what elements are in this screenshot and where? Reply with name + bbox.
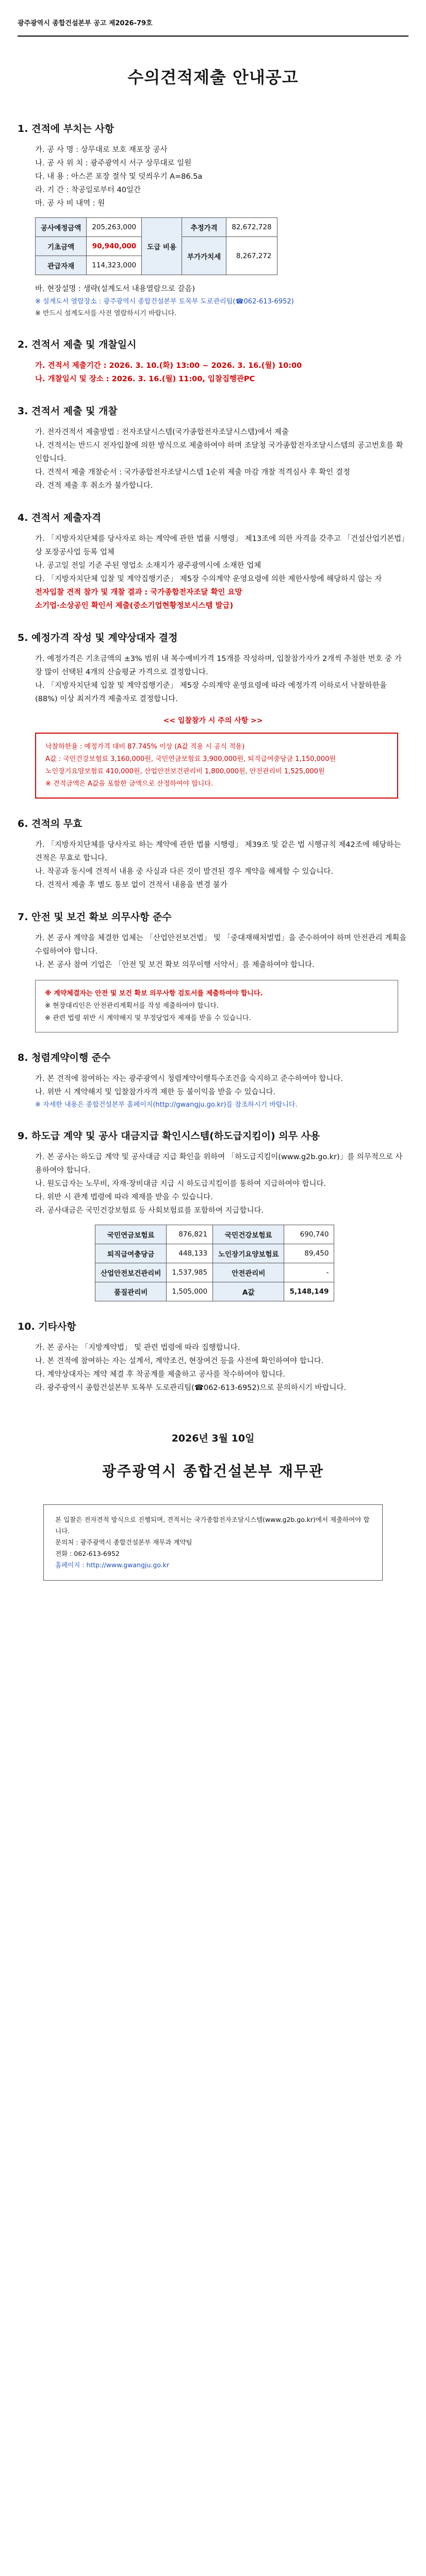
base-value: 90,940,000 xyxy=(87,237,142,256)
s6-line: 나. 착공과 동시에 견적서 내용 중 사실과 다른 것이 발견된 경우 계약을 해제할 수 있습니다. xyxy=(35,868,333,876)
section-8-heading: 8. 청렴계약이행 준수 xyxy=(18,1052,111,1063)
footer-line: 문의처 : 광주광역시 종합건설본부 재무과 계약팀 xyxy=(55,1538,192,1546)
s8-line: 나. 위반 시 계약해지 및 입찰참가자격 제한 등 불이익을 받을 수 있습니다. xyxy=(35,1088,276,1096)
ins-label: 안전관리비 xyxy=(213,1263,284,1282)
ins-value: - xyxy=(284,1263,334,1282)
s1-note: ※ 반드시 설계도서를 사전 열람하시기 바랍니다. xyxy=(35,310,177,317)
caution-box xyxy=(35,733,398,799)
ins-label: 산업안전보건관리비 xyxy=(95,1263,167,1282)
ins-value: 876,821 xyxy=(167,1225,213,1244)
insurance-table xyxy=(95,1225,334,1301)
ins-value: 1,505,000 xyxy=(167,1282,213,1301)
s1-item: 가. 공 사 명 : 상무대로 보호 재포장 공사 xyxy=(35,146,168,154)
s1-note: 바. 현장설명 : 생략(설계도서 내용열람으로 갈음) xyxy=(35,285,195,293)
s9-line: 라. 공사대금은 국민건강보험료 등 사회보험료를 포함하여 지급합니다. xyxy=(35,1207,264,1215)
s6-line: 다. 견적서 제출 후 별도 통보 없이 견적서 내용을 변경 불가 xyxy=(35,881,227,889)
ins-label: 노인장기요양보험료 xyxy=(213,1244,284,1263)
section-4-heading: 4. 견적서 제출자격 xyxy=(18,512,102,523)
s7-line: 가. 본 공사 계약을 체결한 업체는 「산업안전보건법」 및 「중대재해처벌법」을 준수하여야 하며 안전관리 계획을 수립하여야 합니다. xyxy=(35,934,407,956)
s1-item: 다. 내 용 : 아스콘 포장 절삭 및 덧씌우기 A=86.5a xyxy=(35,173,203,181)
s3-line: 다. 견적서 제출 개찰순서 : 국가종합전자조달시스템 1순위 제출 마감 개찰 적격심사 후 확인 결정 xyxy=(35,468,350,477)
estimate-value: 82,672,728 xyxy=(226,218,277,237)
base-label: 기초금액 xyxy=(36,237,87,256)
s1-item: 나. 공 사 위 치 : 광주광역시 서구 상무대로 일원 xyxy=(35,159,192,167)
s9-line: 다. 위반 시 관계 법령에 따라 제재를 받을 수 있습니다. xyxy=(35,1193,213,1201)
issuing-organization: 광주광역시 종합건설본부 재무관 xyxy=(102,1463,324,1480)
notice-date: 2026년 3월 10일 xyxy=(171,1433,255,1444)
material-label: 관급자재 xyxy=(36,256,87,275)
notice-number: 광주광역시 종합건설본부 공고 제2026-79호 xyxy=(18,18,408,37)
caution-line: ※ 견적금액은 A값을 포함한 금액으로 산정하여야 합니다. xyxy=(45,780,213,788)
s2-line: 나. 개찰일시 및 장소 : 2026. 3. 16.(월) 11:00, 입찰집행관PC xyxy=(35,375,255,383)
footer-line: 본 입찰은 전자견적 방식으로 진행되며, 견적서는 국가종합전자조달시스템(www.g2b.go.kr)에서 제출하여야 합니다. xyxy=(55,1516,370,1535)
s1-note: ※ 설계도서 열람장소 : 광주광역시 종합건설본부 토목부 도로관리팀(☎062-613-6952) xyxy=(35,298,294,306)
cost-table xyxy=(35,217,277,275)
s4-line: 가. 「지방자치단체를 당사자로 하는 계약에 관한 법률 시행령」 제13조에 의한 자격을 갖추고 「건설산업기본법」상 포장공사업 등록 업체 xyxy=(35,535,405,556)
a-value: 5,148,149 xyxy=(284,1282,334,1301)
safety-line: ※ 관련 법령 위반 시 계약해지 및 부정당업자 제재를 받을 수 있습니다. xyxy=(45,1014,251,1022)
s9-line: 나. 원도급자는 노무비, 자재·장비대금 지급 시 하도급지킴이를 통하여 지급하여야 합니다. xyxy=(35,1180,326,1188)
s10-line: 라. 광주광역시 종합건설본부 토목부 도로관리팀(☎062-613-6952)으로 문의하시기 바랍니다. xyxy=(35,1384,347,1392)
ins-value: 89,450 xyxy=(284,1244,334,1263)
s5-line: 나. 「지방자치단체 입찰 및 계약집행기준」 제5장 수의계약 운영요령에 따라 예정가격 이하로서 낙찰하한율(88%) 이상 최저가격 제출자로 결정합니다. xyxy=(35,682,387,703)
section-1-heading: 1. 견적에 부치는 사항 xyxy=(18,123,114,134)
ins-value: 690,740 xyxy=(284,1225,334,1244)
s1-item: 라. 기 간 : 착공일로부터 40일간 xyxy=(35,186,141,194)
caution-line: 노인장기요양보험료 410,000원, 산업안전보건관리비 1,800,000원, 안전관리비 1,525,000원 xyxy=(45,768,325,775)
ins-value: 448,133 xyxy=(167,1244,213,1263)
s2-line: 가. 견적서 제출기간 : 2026. 3. 10.(화) 13:00 ~ 2026. 3. 16.(월) 10:00 xyxy=(35,362,302,370)
s7-line: 나. 본 공사 참여 기업은 「안전 및 보건 확보 의무이행 서약서」를 제출하여야 합니다. xyxy=(35,961,315,969)
s5-line: 가. 예정가격은 기초금액의 ±3% 범위 내 복수예비가격 15개를 작성하며, 입찰참가자가 2개씩 추첨한 번호 중 가장 많이 선택된 4개의 산술평균 가격으로 결정합니다. xyxy=(35,655,402,676)
ins-label: 품질관리비 xyxy=(95,1282,167,1301)
safety-line: ※ 계약체결자는 안전 및 보건 확보 의무사항 검토서를 제출하여야 합니다. xyxy=(45,990,263,997)
ins-label: 국민건강보험료 xyxy=(213,1225,284,1244)
s10-line: 가. 본 공사는 「지방계약법」 및 관련 법령에 따라 집행합니다. xyxy=(35,1344,240,1352)
cost-label: 공사예정금액 xyxy=(36,218,87,237)
s3-line: 라. 견적 제출 후 취소가 불가합니다. xyxy=(35,482,153,490)
s4-red-line: 소기업·소상공인 확인서 제출(중소기업현황정보시스템 발급) xyxy=(35,602,234,610)
material-value: 114,323,000 xyxy=(87,256,142,275)
s6-line: 가. 「지방자치단체를 당사자로 하는 계약에 관한 법률 시행령」 제39조 및 같은 법 시행규칙 제42조에 해당하는 견적은 무효로 합니다. xyxy=(35,841,401,862)
safety-line: ※ 현장대리인은 안전관리계획서를 작성 제출하여야 합니다. xyxy=(45,1002,219,1010)
section-9-heading: 9. 하도급 계약 및 공사 대금지급 확인시스템(하도급지킴이) 의무 사용 xyxy=(18,1130,320,1142)
split-label: 도급 비용 xyxy=(142,218,182,275)
s10-line: 나. 본 견적에 참여하는 자는 설계서, 계약조건, 현장여건 등을 사전에 확인하여야 합니다. xyxy=(35,1357,324,1365)
footer-box xyxy=(43,1504,383,1581)
section-2-heading: 2. 견적서 제출 및 개찰일시 xyxy=(18,339,137,350)
s3-line: 나. 견적서는 반드시 전자입찰에 의한 방식으로 제출하여야 하며 조달청 국가종합전자조달시스템의 공고번호를 확인합니다. xyxy=(35,442,403,463)
caution-line: 낙찰하한율 : 예정가격 대비 87.745% 이상 (A값 적용 시 공식 적용) xyxy=(45,743,245,751)
safety-box xyxy=(35,980,398,1032)
s3-line: 가. 전자견적서 제출방법 : 전자조달시스템(국가종합전자조달시스템)에서 제출 xyxy=(35,428,289,436)
ins-label: 퇴직급여충당금 xyxy=(95,1244,167,1263)
section-5-heading: 5. 예정가격 작성 및 계약상대자 결정 xyxy=(18,632,178,643)
section-3-heading: 3. 견적서 제출 및 개찰 xyxy=(18,405,118,417)
s1-item: 마. 공 사 비 내역 : 원 xyxy=(35,199,105,208)
vat-value: 8,267,272 xyxy=(226,237,277,275)
s8-line: 가. 본 견적에 참여하는 자는 광주광역시 청렴계약이행특수조건을 숙지하고 준수하여야 합니다. xyxy=(35,1075,343,1083)
s4-line: 다. 「지방자치단체 입찰 및 계약집행기준」 제5장 수의계약 운영요령에 의한 제한사항에 해당하지 않는 자 xyxy=(35,575,382,583)
caution-heading: << 입찰참가 시 주의 사항 >> xyxy=(163,717,263,725)
page-title: 수의견적제출 안내공고 xyxy=(127,67,299,87)
section-10-heading: 10. 기타사항 xyxy=(18,1321,76,1332)
cost-value: 205,263,000 xyxy=(87,218,142,237)
s8-link[interactable]: ※ 자세한 내용은 종합건설본부 홈페이지(http://gwangju.go.kr)를 참조하시기 바랍니다. xyxy=(35,1101,298,1109)
caution-line: A값 : 국민건강보험료 3,160,000원, 국민연금보험료 3,900,000원, 퇴직급여충당금 1,150,000원 xyxy=(45,755,336,763)
footer-link[interactable]: 홈페이지 : http://www.gwangju.go.kr xyxy=(55,1561,170,1569)
section-6-heading: 6. 견적의 무효 xyxy=(18,818,83,829)
ins-label: 국민연금보험료 xyxy=(95,1225,167,1244)
vat-label: 부가가치세 xyxy=(182,237,226,275)
ins-label: A값 xyxy=(213,1282,284,1301)
estimate-label: 추정가격 xyxy=(182,218,226,237)
s4-red-line: 전자입찰 견적 참가 및 개찰 결과 : 국가종합전자조달 확인 요망 xyxy=(35,588,242,597)
footer-line: 전화 : 062-613-6952 xyxy=(55,1550,120,1557)
ins-value: 1,537,985 xyxy=(167,1263,213,1282)
s9-line: 가. 본 공사는 하도급 계약 및 공사대금 지급 확인을 위하여 「하도급지킴이(www.g2b.go.kr)」를 의무적으로 사용하여야 합니다. xyxy=(35,1153,403,1175)
s10-line: 다. 계약상대자는 계약 체결 후 착공계를 제출하고 공사를 착수하여야 합니다. xyxy=(35,1370,285,1379)
section-7-heading: 7. 안전 및 보건 확보 의무사항 준수 xyxy=(18,911,172,923)
s4-line: 나. 공고일 전일 기준 주된 영업소 소재지가 광주광역시에 소재한 업체 xyxy=(35,562,261,570)
